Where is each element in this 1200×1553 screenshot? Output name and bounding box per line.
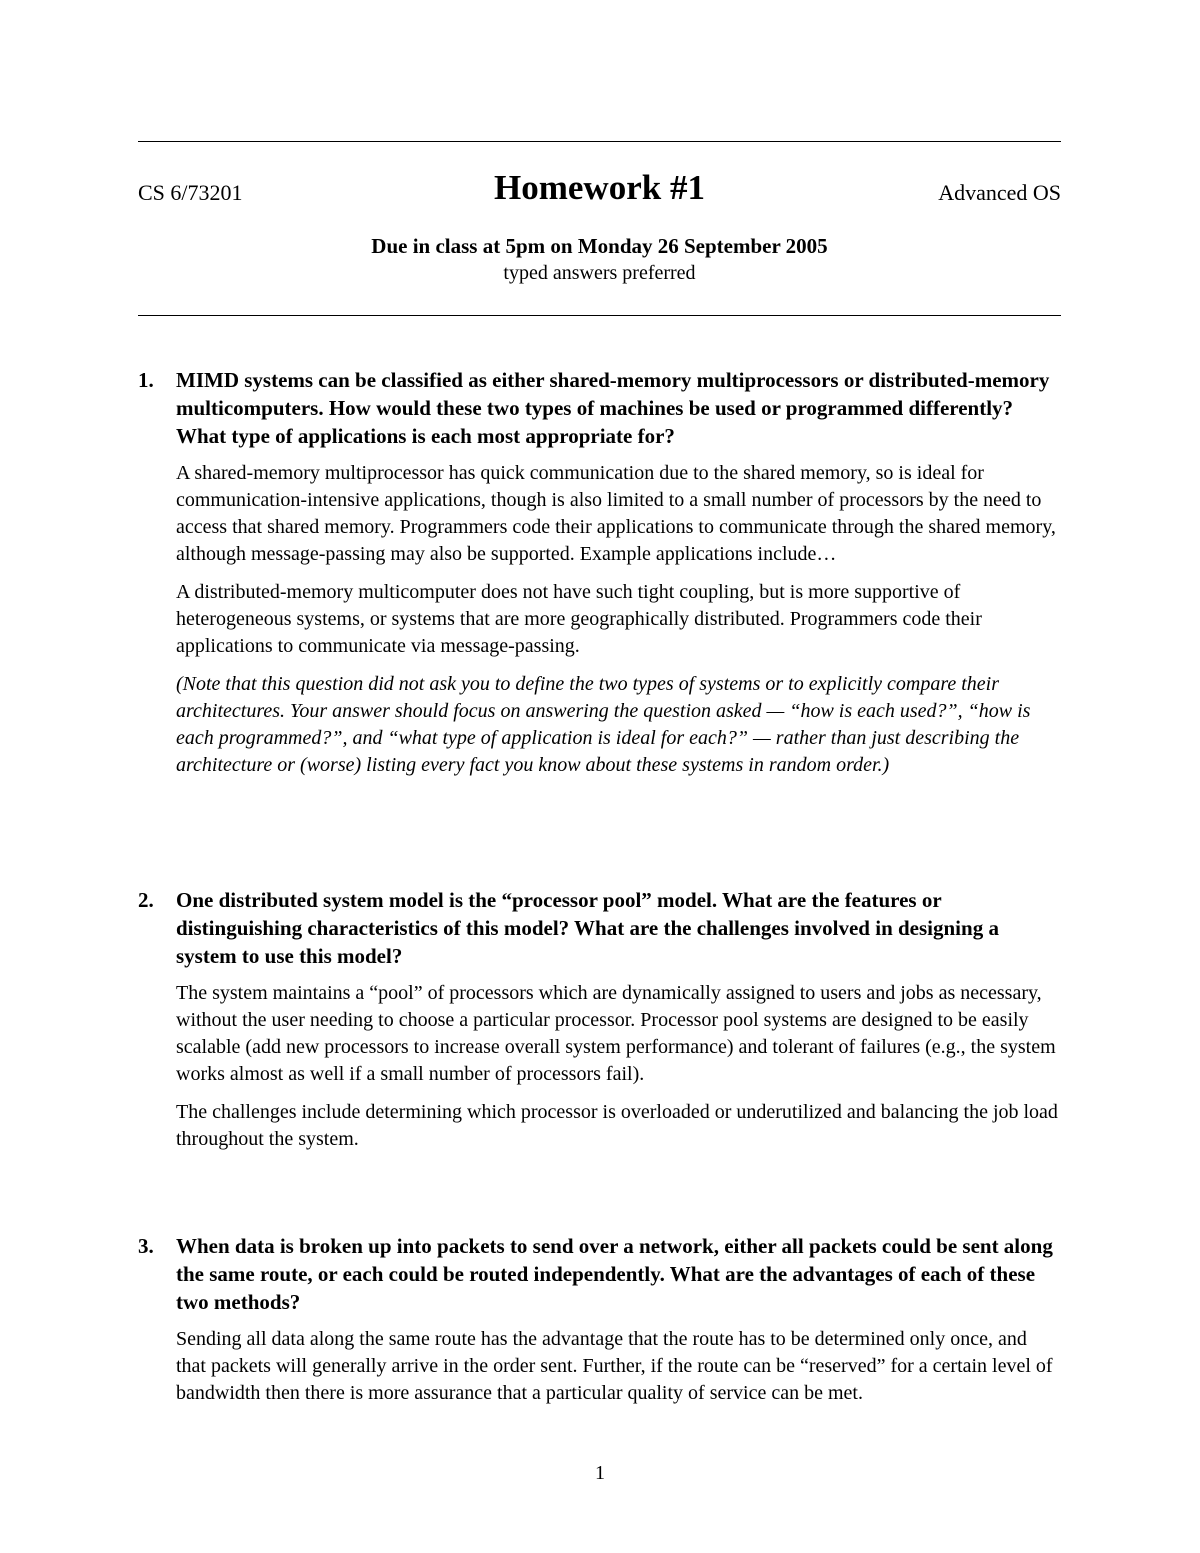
due-date: Due in class at 5pm on Monday 26 September 2005 (371, 234, 828, 258)
answer-paragraph: The system maintains a “pool” of processors which are dynamically assigned to users and jobs as necessary, without the user needing to choose a particular processor. Processor pool systems are designed to be easily scalable (add new processors to increase overall system performance) and tolerant of failures (e.g., the system works almost as well if a small number of processors fail). (176, 982, 1056, 1085)
question-number: 3. (138, 1234, 154, 1258)
question-body (176, 1232, 1061, 1407)
answer-paragraph: Sending all data along the same route has the advantage that the route has to be determined only once, and that packets will generally arrive in the order sent. Further, if the route can be “reserved” for a certain level of bandwidth then there is more assurance that a particular quality of service can be met. (176, 1328, 1053, 1404)
question-text: MIMD systems can be classified as either shared-memory multiprocessors or distributed-memory multicomputers. How would these two types of machines be used or programmed differently? What type of applications is each most appropriate for? (176, 368, 1050, 448)
answer-paragraph: A distributed-memory multicomputer does not have such tight coupling, but is more supportive of heterogeneous systems, or systems that are more geographically distributed. Programmers code their applications to communicate via message-passing. (176, 581, 982, 657)
page-number: 1 (595, 1462, 605, 1484)
question-body (176, 886, 1061, 1153)
question-3 (138, 1232, 1061, 1418)
question-body (176, 366, 1061, 779)
question-number: 2. (138, 888, 154, 912)
answer-paragraph: A shared-memory multiprocessor has quick communication due to the shared memory, so is ideal for communication-intensive applications, though is also limited to a small number of processors by the need to access that shared memory. Programmers code their applications to communicate through the shared memory, although message-passing may also be supported. Example applications include… (176, 462, 1056, 565)
header-bottom-rule (138, 315, 1061, 316)
question-1 (138, 366, 1061, 790)
question-text: One distributed system model is the “processor pool” model. What are the features or distinguishing characteristics of this model? What are the challenges involved in designing a system to use this model? (176, 888, 999, 968)
question-number: 1. (138, 368, 154, 392)
header-row (138, 168, 1061, 218)
submission-note: typed answers preferred (503, 262, 696, 284)
header-top-rule (138, 141, 1061, 142)
question-text: When data is broken up into packets to send over a network, either all packets could be sent along the same route, or each could be routed independently. What are the advantages of each of these two methods? (176, 1234, 1053, 1314)
question-2 (138, 886, 1061, 1164)
grading-note: (Note that this question did not ask you to define the two types of systems or to explicitly compare their architectures. Your answer should focus on answering the question asked — “how is each used?”, “how is each programmed?”, and “what type of application is ideal for each?” — rather than just describing the architecture or (worse) listing every fact you know about these systems in random order.) (176, 673, 1031, 776)
course-code: CS 6/73201 (138, 180, 243, 205)
page-title: Homework #1 (494, 168, 705, 207)
answer-paragraph: The challenges include determining which processor is overloaded or underutilized and balancing the job load throughout the system. (176, 1101, 1058, 1150)
course-name: Advanced OS (938, 180, 1061, 205)
